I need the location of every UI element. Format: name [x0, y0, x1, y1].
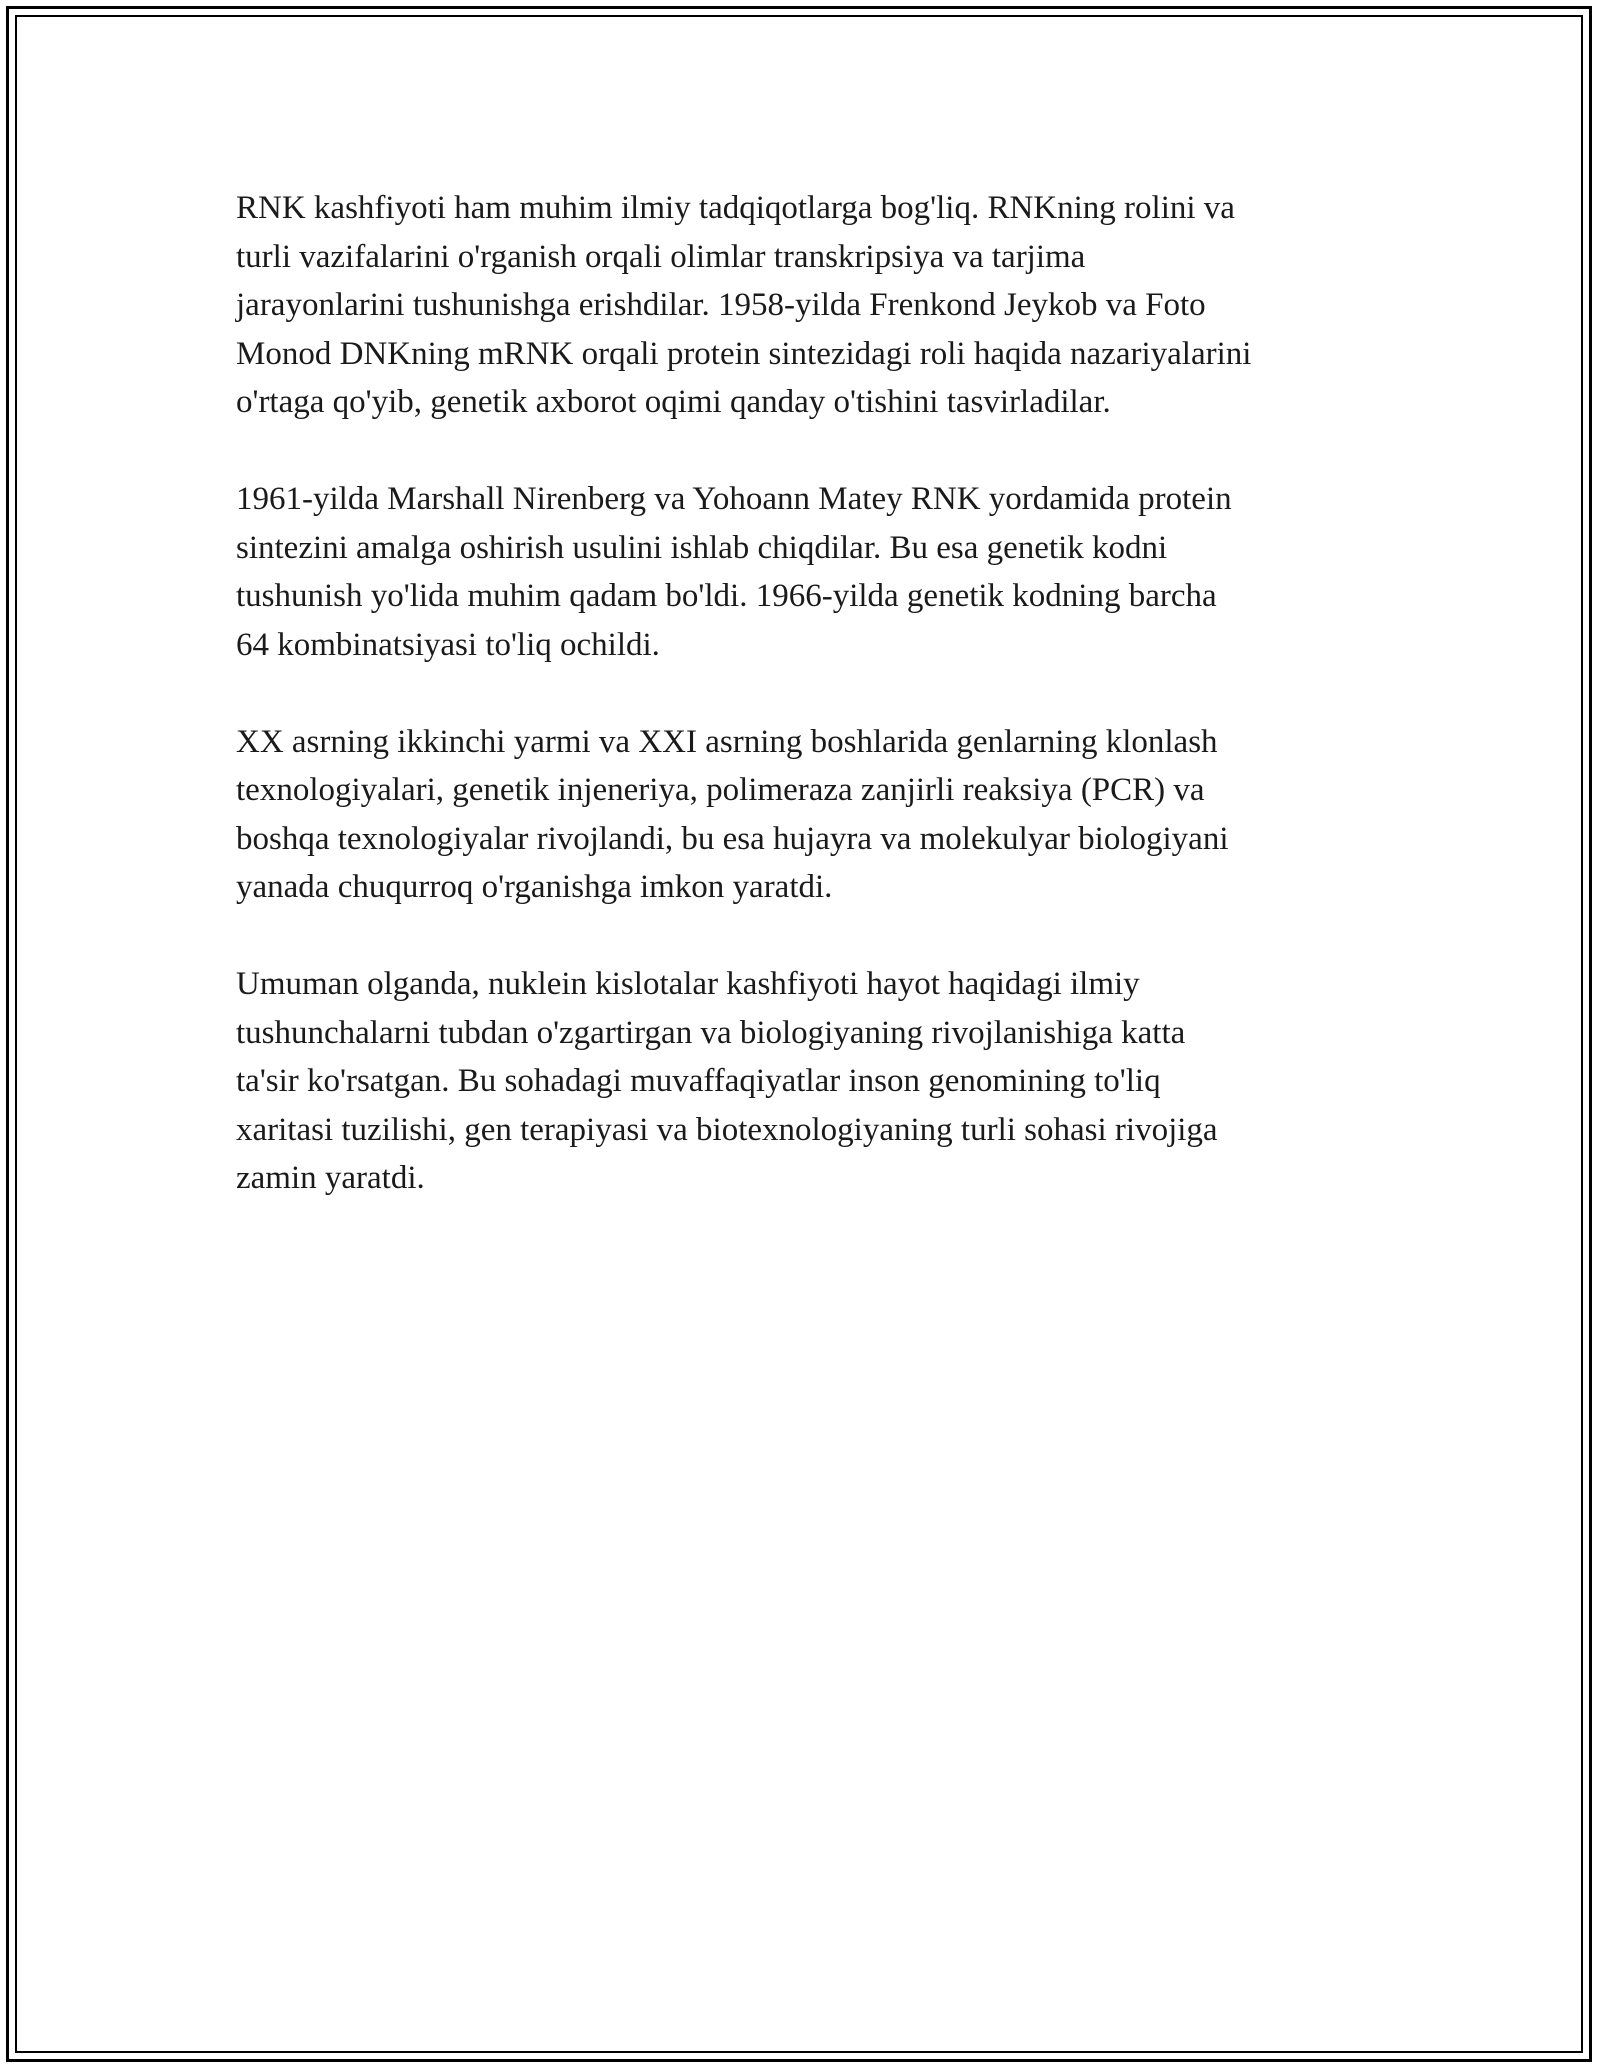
text-line: XX asrning ikkinchi yarmi va XXI asrning boshlarida genlarning klonlash [236, 723, 1218, 760]
text-line: texnologiyalari, genetik injeneriya, polimeraza zanjirli reaksiya (PCR) va [236, 772, 1205, 808]
text-line: RNK kashfiyoti ham muhim ilmiy tadqiqotlarga bog'liq. RNKning rolini va [236, 190, 1235, 226]
text-line: yanada chuqurroq o'rganishga imkon yaratdi. [236, 869, 833, 905]
document-body [236, 184, 1386, 1251]
paragraph-genetic-code [236, 475, 1386, 669]
text-line: 1961-yilda Marshall Nirenberg va Yohoann Matey RNK yordamida protein [236, 481, 1232, 517]
text-line: ta'sir ko'rsatgan. Bu sohadagi muvaffaqiyatlar inson genomining to'liq [236, 1063, 1161, 1099]
text-line: o'rtaga qo'yib, genetik axborot oqimi qanday o'tishini tasvirladilar. [236, 384, 1111, 420]
paragraph-conclusion [236, 960, 1386, 1203]
text-line: sintezini amalga oshirish usulini ishlab chiqdilar. Bu esa genetik kodni [236, 529, 1168, 566]
text-line: boshqa texnologiyalar rivojlandi, bu esa hujayra va molekulyar biologiyani [236, 820, 1229, 857]
text-line: Umuman olganda, nuklein kislotalar kashfiyoti hayot haqidagi ilmiy [236, 966, 1140, 1002]
text-line: Monod DNKning mRNK orqali protein sintezidagi roli haqida nazariyalarini [236, 335, 1252, 372]
text-line: jarayonlarini tushunishga erishdilar. 1958-yilda Frenkond Jeykob va Foto [236, 287, 1206, 323]
text-line: zamin yaratdi. [236, 1160, 425, 1196]
text-line: 64 kombinatsiyasi to'liq ochildi. [236, 626, 660, 663]
text-line: xaritasi tuzilishi, gen terapiyasi va biotexnologiyaning turli sohasi rivojiga [236, 1111, 1218, 1148]
text-line: tushunchalarni tubdan o'zgartirgan va biologiyaning rivojlanishiga katta [236, 1014, 1186, 1051]
paragraph-rnk-discovery [236, 184, 1386, 427]
text-line: turli vazifalarini o'rganish orqali olimlar transkripsiya va tarjima [236, 238, 1086, 275]
text-line: tushunish yo'lida muhim qadam bo'ldi. 1966-yilda genetik kodning barcha [236, 578, 1217, 614]
paragraph-technologies [236, 718, 1386, 912]
